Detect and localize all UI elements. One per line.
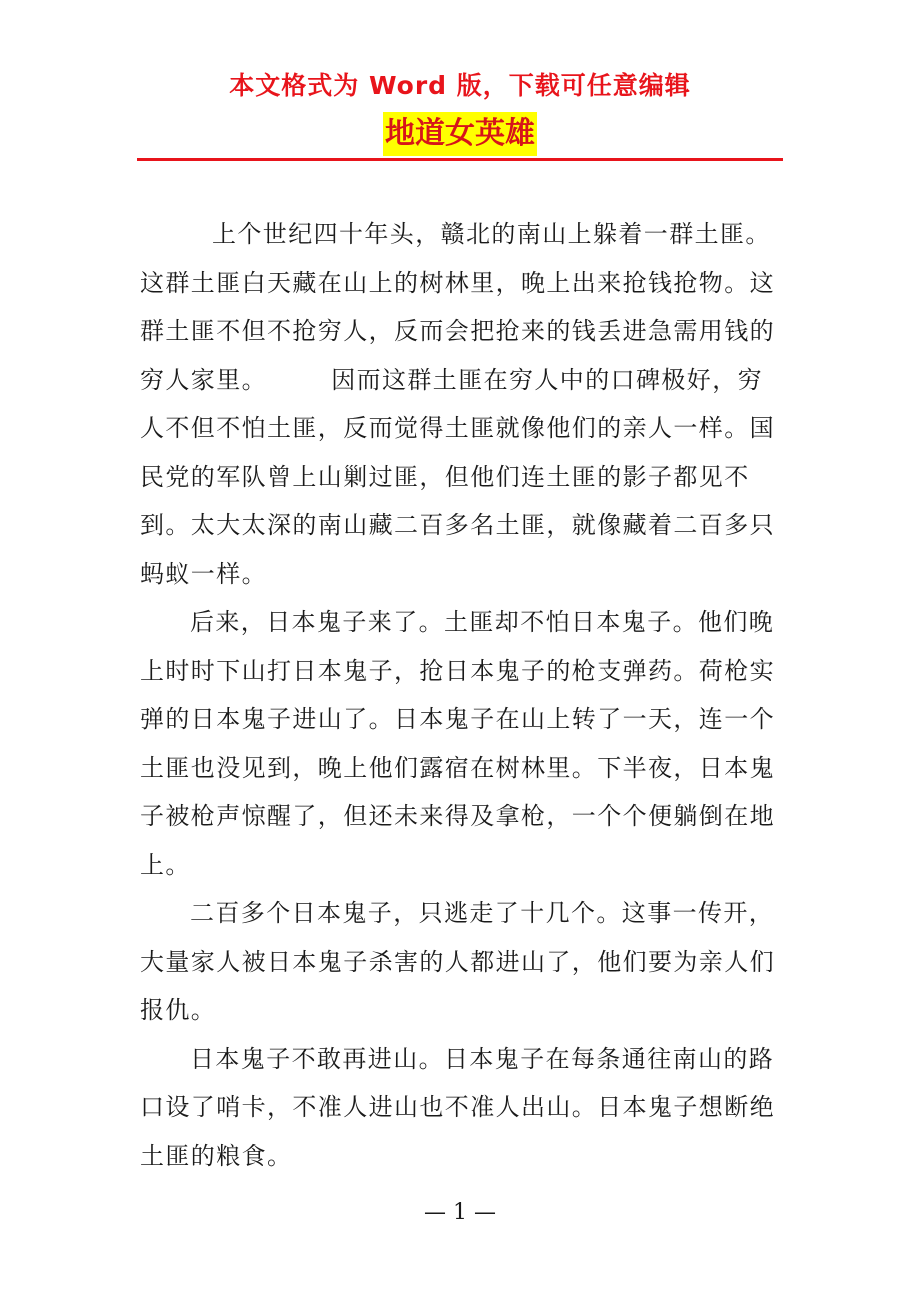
page-number: — 1 — [424,1200,496,1225]
article-body [140,210,780,1180]
paragraph-4: 日本鬼子不敢再进山。日本鬼子在每条通往南山的路口设了哨卡，不准人进山也不准人出山。日本鬼子想断绝土匪的粮食。 [140,1044,775,1170]
title-container [0,112,920,156]
paragraph-2: 后来，日本鬼子来了。土匪却不怕日本鬼子。他们晚上时时下山打日本鬼子，抢日本鬼子的枪支弹药。荷枪实弹的日本鬼子进山了。日本鬼子在山上转了一天，连一个土匪也没见到，晚上他们露宿在树林里。下半夜，日本鬼子被枪声惊醒了，但还未来得及拿枪，一个个便躺倒在地上。 [140,608,775,879]
paragraph-3: 二百多个日本鬼子，只逃走了十几个。这事一传开，大量家人被日本鬼子杀害的人都进山了，他们要为亲人们报仇。 [140,899,775,1024]
paragraph-1: 上个世纪四十年头，赣北的南山上躲着一群土匪。这群土匪白天藏在山上的树林里，晚上出来抢钱抢物。这群土匪不但不抢穷人，反而会把抢来的钱丢进急需用钱的穷人家里。 因而这群土匪在穷人中的口碑极好，穷人不但不怕土匪，反而觉得土匪就像他们的亲人一样。国民党的军队曾上山剿过匪，但他们连土匪的影子都见不到。太大太深的南山藏二百多名土匪，就像藏着二百多只蚂蚁一样。 [140,220,775,588]
word-format-banner: 本文格式为 Word 版，下载可任意编辑 [229,71,691,100]
header-divider [137,158,783,161]
document-title: 地道女英雄 [383,112,537,156]
